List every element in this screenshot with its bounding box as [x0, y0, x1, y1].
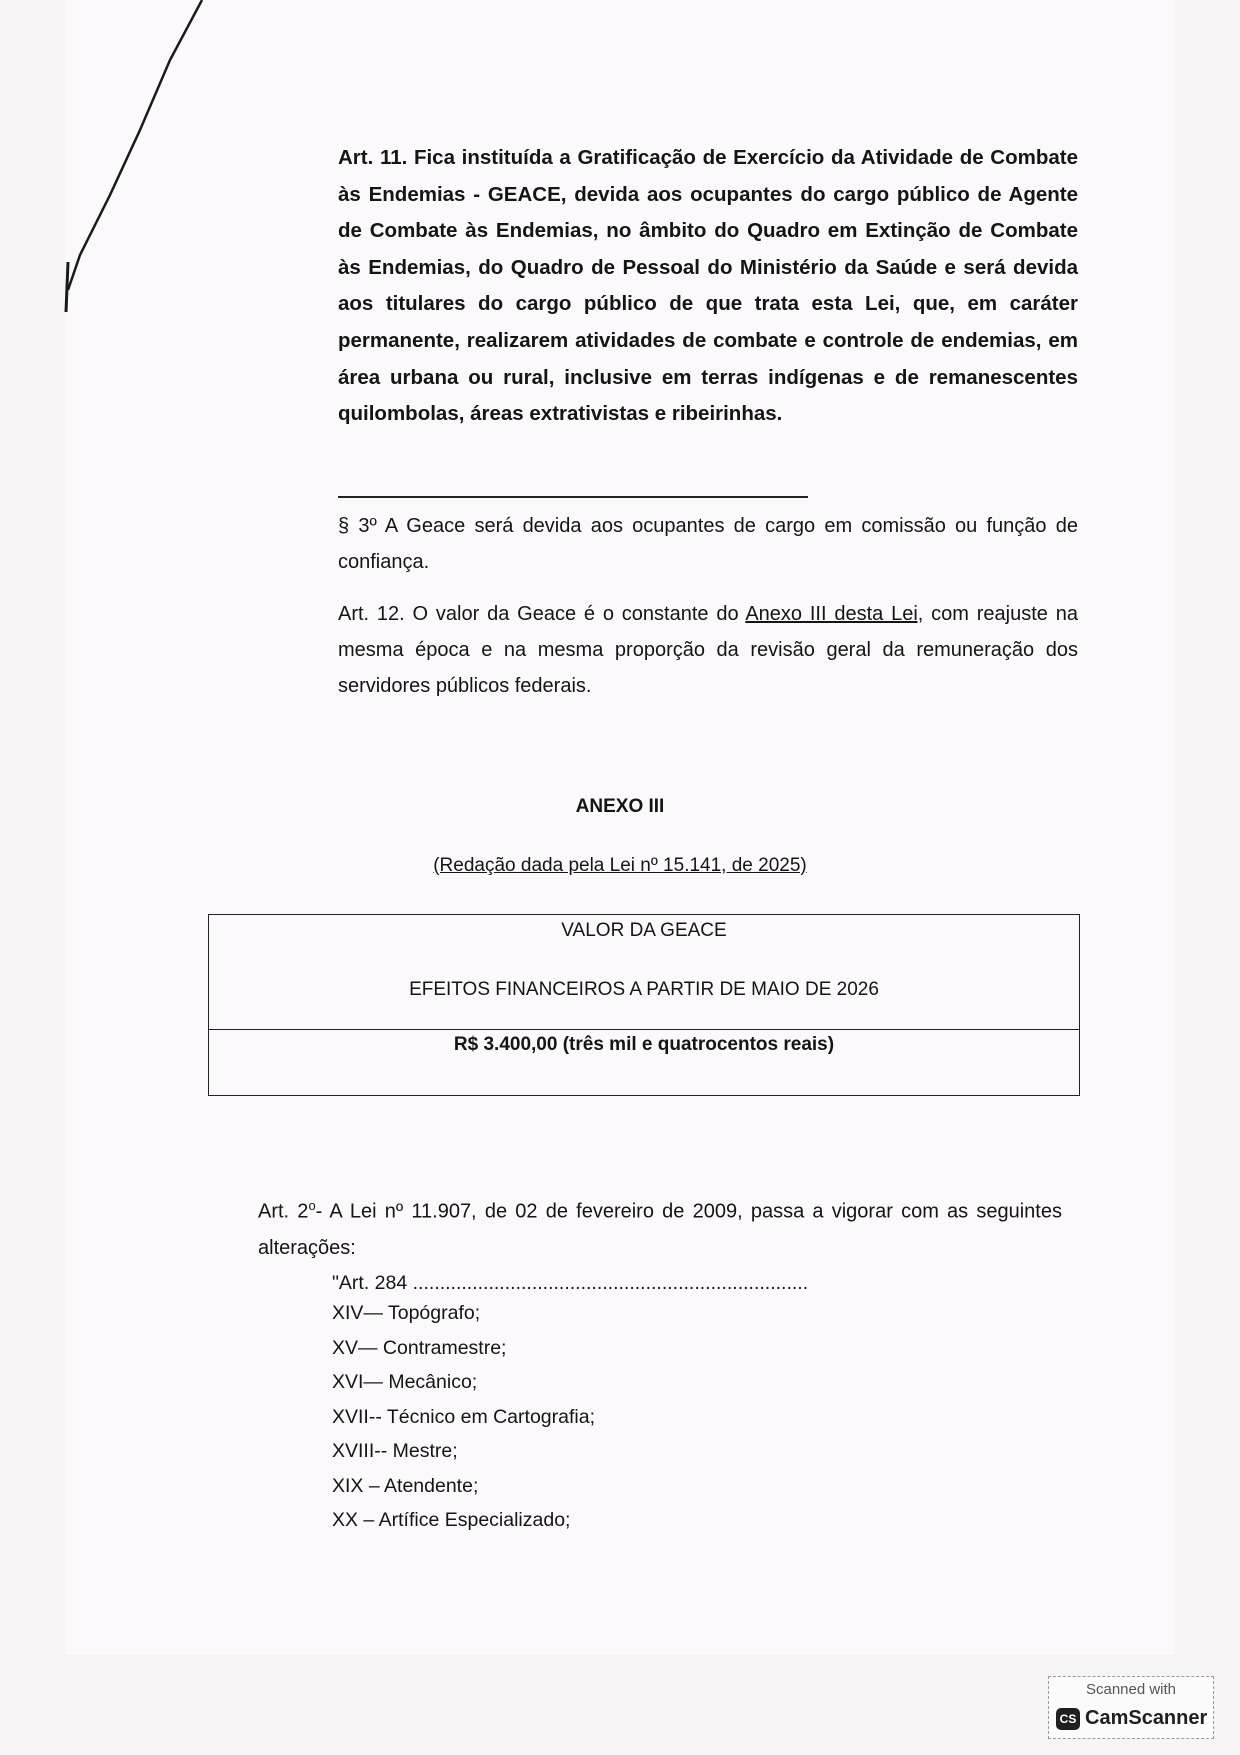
list-item: XVI— Mecânico;: [332, 1371, 478, 1393]
list-item: "Art. 284 .........................................................................: [332, 1272, 809, 1294]
paragraph-3: § 3º A Geace será devida aos ocupantes de cargo em comissão ou função de confiança.: [338, 515, 1078, 573]
table-header-line-1: VALOR DA GEACE: [561, 920, 727, 941]
watermark-caption: Scanned with: [1085, 1681, 1177, 1698]
list-item: XX – Artífice Especializado;: [332, 1509, 571, 1531]
list-item: XVIII-- Mestre;: [332, 1440, 458, 1462]
list-item: XIV— Topógrafo;: [332, 1302, 481, 1324]
list-item: XV— Contramestre;: [332, 1336, 507, 1359]
article-12-after: com reajuste na mesma época e na mesma proporção da revisão geral da remuneração dos servidores públicos federais.: [338, 603, 1078, 697]
article-284-list: [332, 1270, 808, 1538]
annex-iii-link: Anexo III desta Lei,: [745, 603, 924, 625]
annex-title: ANEXO III: [575, 796, 665, 817]
camscanner-watermark: [1048, 1676, 1214, 1739]
article-12-before: Art. 12. O valor da Geace é o constante do: [338, 603, 746, 625]
section-divider: [338, 496, 808, 498]
camscanner-logo-icon: CS: [1056, 1708, 1080, 1730]
table-header-cell: [209, 915, 1080, 1030]
annex-note: (Redação dada pela Lei nº 15.141, de 2025): [433, 855, 807, 876]
table-row: [209, 1030, 1080, 1096]
table-row: [209, 915, 1080, 1030]
table-header-line-2: EFEITOS FINANCEIROS A PARTIR DE MAIO DE 2026: [409, 979, 879, 1000]
article-2-prefix: Art. 2: [258, 1200, 309, 1223]
geace-value-table: [208, 914, 1080, 1096]
list-item: XIX – Atendente;: [332, 1474, 479, 1497]
table-value-cell: R$ 3.400,00 (três mil e quatrocentos reais): [209, 1030, 1080, 1096]
page-edge-mark: [0, 0, 260, 320]
article-2-text: - A Lei nº 11.907, de 02 de fevereiro de 2009, passa a vigorar com as seguintes alterações:: [258, 1200, 1062, 1259]
article-2-ordinal: o: [308, 1198, 316, 1213]
watermark-brand: CamScanner: [1085, 1707, 1208, 1729]
article-11: Art. 11. Fica instituída a Gratificação de Exercício da Atividade de Combate às Endemias - GEACE, devida aos ocupantes do cargo público de Agente de Combate às Endemias, no âmbito do Quadro em Extinção de Combate às Endemias, do Quadro de Pessoal do Ministério da Saúde e será devida aos titulares do cargo público de que trata esta Lei, que, em caráter permanente, realizarem atividades de combate e controle de endemias, em área urbana ou rural, inclusive em terras indígenas e de remanescentes quilombolas, áreas extrativistas e ribeirinhas.: [338, 146, 1078, 426]
list-item: XVII-- Técnico em Cartografia;: [332, 1405, 595, 1428]
article-2: [258, 1188, 1062, 1266]
article-12: [338, 596, 1078, 704]
